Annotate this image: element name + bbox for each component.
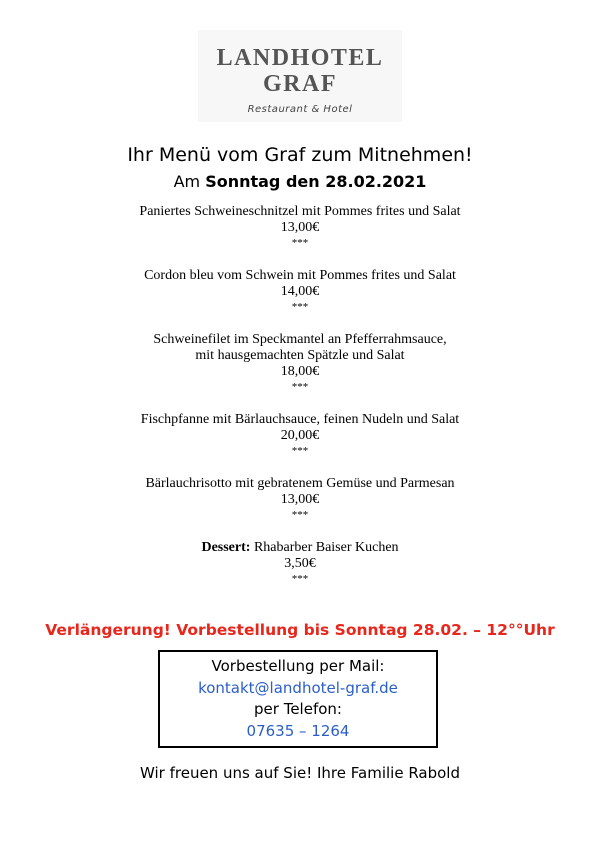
- dish-price: 20,00€: [280, 428, 320, 443]
- phone-link[interactable]: 07635 – 1264: [246, 721, 350, 740]
- menu-item-dessert: [0, 540, 600, 586]
- date-prefix: Am: [173, 172, 206, 191]
- menu-item: [0, 268, 600, 314]
- mail-link[interactable]: kontakt@landhotel-graf.de: [198, 678, 398, 697]
- logo-line-1: LANDHOTEL: [216, 45, 384, 71]
- dish-name: Bärlauchrisotto mit gebratenem Gemüse und Parmesan: [145, 476, 455, 491]
- menu-item: [0, 476, 600, 522]
- mail-label: Vorbestellung per Mail:: [211, 657, 385, 675]
- dish-price: 3,50€: [284, 556, 316, 571]
- dish-separator: ***: [291, 301, 309, 313]
- dish-separator: ***: [291, 237, 309, 249]
- dish-name: Rhabarber Baiser Kuchen: [250, 540, 399, 555]
- footer-greeting: Wir freuen uns auf Sie! Ihre Familie Rabold: [140, 764, 460, 782]
- phone-label: per Telefon:: [254, 700, 342, 718]
- dish-name: Paniertes Schweineschnitzel mit Pommes frites und Salat: [139, 204, 461, 219]
- dish-price: 13,00€: [280, 492, 320, 507]
- dish-separator: ***: [291, 509, 309, 521]
- logo-line-2: GRAF: [263, 71, 337, 97]
- menu-date: [0, 172, 600, 192]
- logo: [200, 45, 400, 115]
- contact-box: [158, 650, 438, 748]
- menu-item: [0, 204, 600, 250]
- preorder-notice: Verlängerung! Vorbestellung bis Sonntag 28.02. – 12°°Uhr: [45, 621, 555, 639]
- menu-list: [0, 204, 600, 604]
- dessert-label: Dessert:: [201, 540, 251, 555]
- dish-price: 18,00€: [280, 364, 320, 379]
- dish-price: 14,00€: [280, 284, 320, 299]
- dish-name: Cordon bleu vom Schwein mit Pommes frites und Salat: [144, 268, 456, 283]
- dish-name-line-2: mit hausgemachten Spätzle und Salat: [195, 348, 405, 363]
- date-value: Sonntag den 28.02.2021: [205, 172, 427, 191]
- menu-item: [0, 332, 600, 394]
- dish-price: 13,00€: [280, 220, 320, 235]
- menu-item: [0, 412, 600, 458]
- dish-separator: ***: [291, 573, 309, 585]
- logo-tagline: Restaurant & Hotel: [247, 104, 353, 115]
- dish-name: Schweinefilet im Speckmantel an Pfefferrahmsauce,: [153, 332, 447, 347]
- dish-name: Fischpfanne mit Bärlauchsauce, feinen Nudeln und Salat: [140, 412, 460, 427]
- page-title: Ihr Menü vom Graf zum Mitnehmen!: [127, 144, 473, 166]
- dish-separator: ***: [291, 445, 309, 457]
- dish-separator: ***: [291, 381, 309, 393]
